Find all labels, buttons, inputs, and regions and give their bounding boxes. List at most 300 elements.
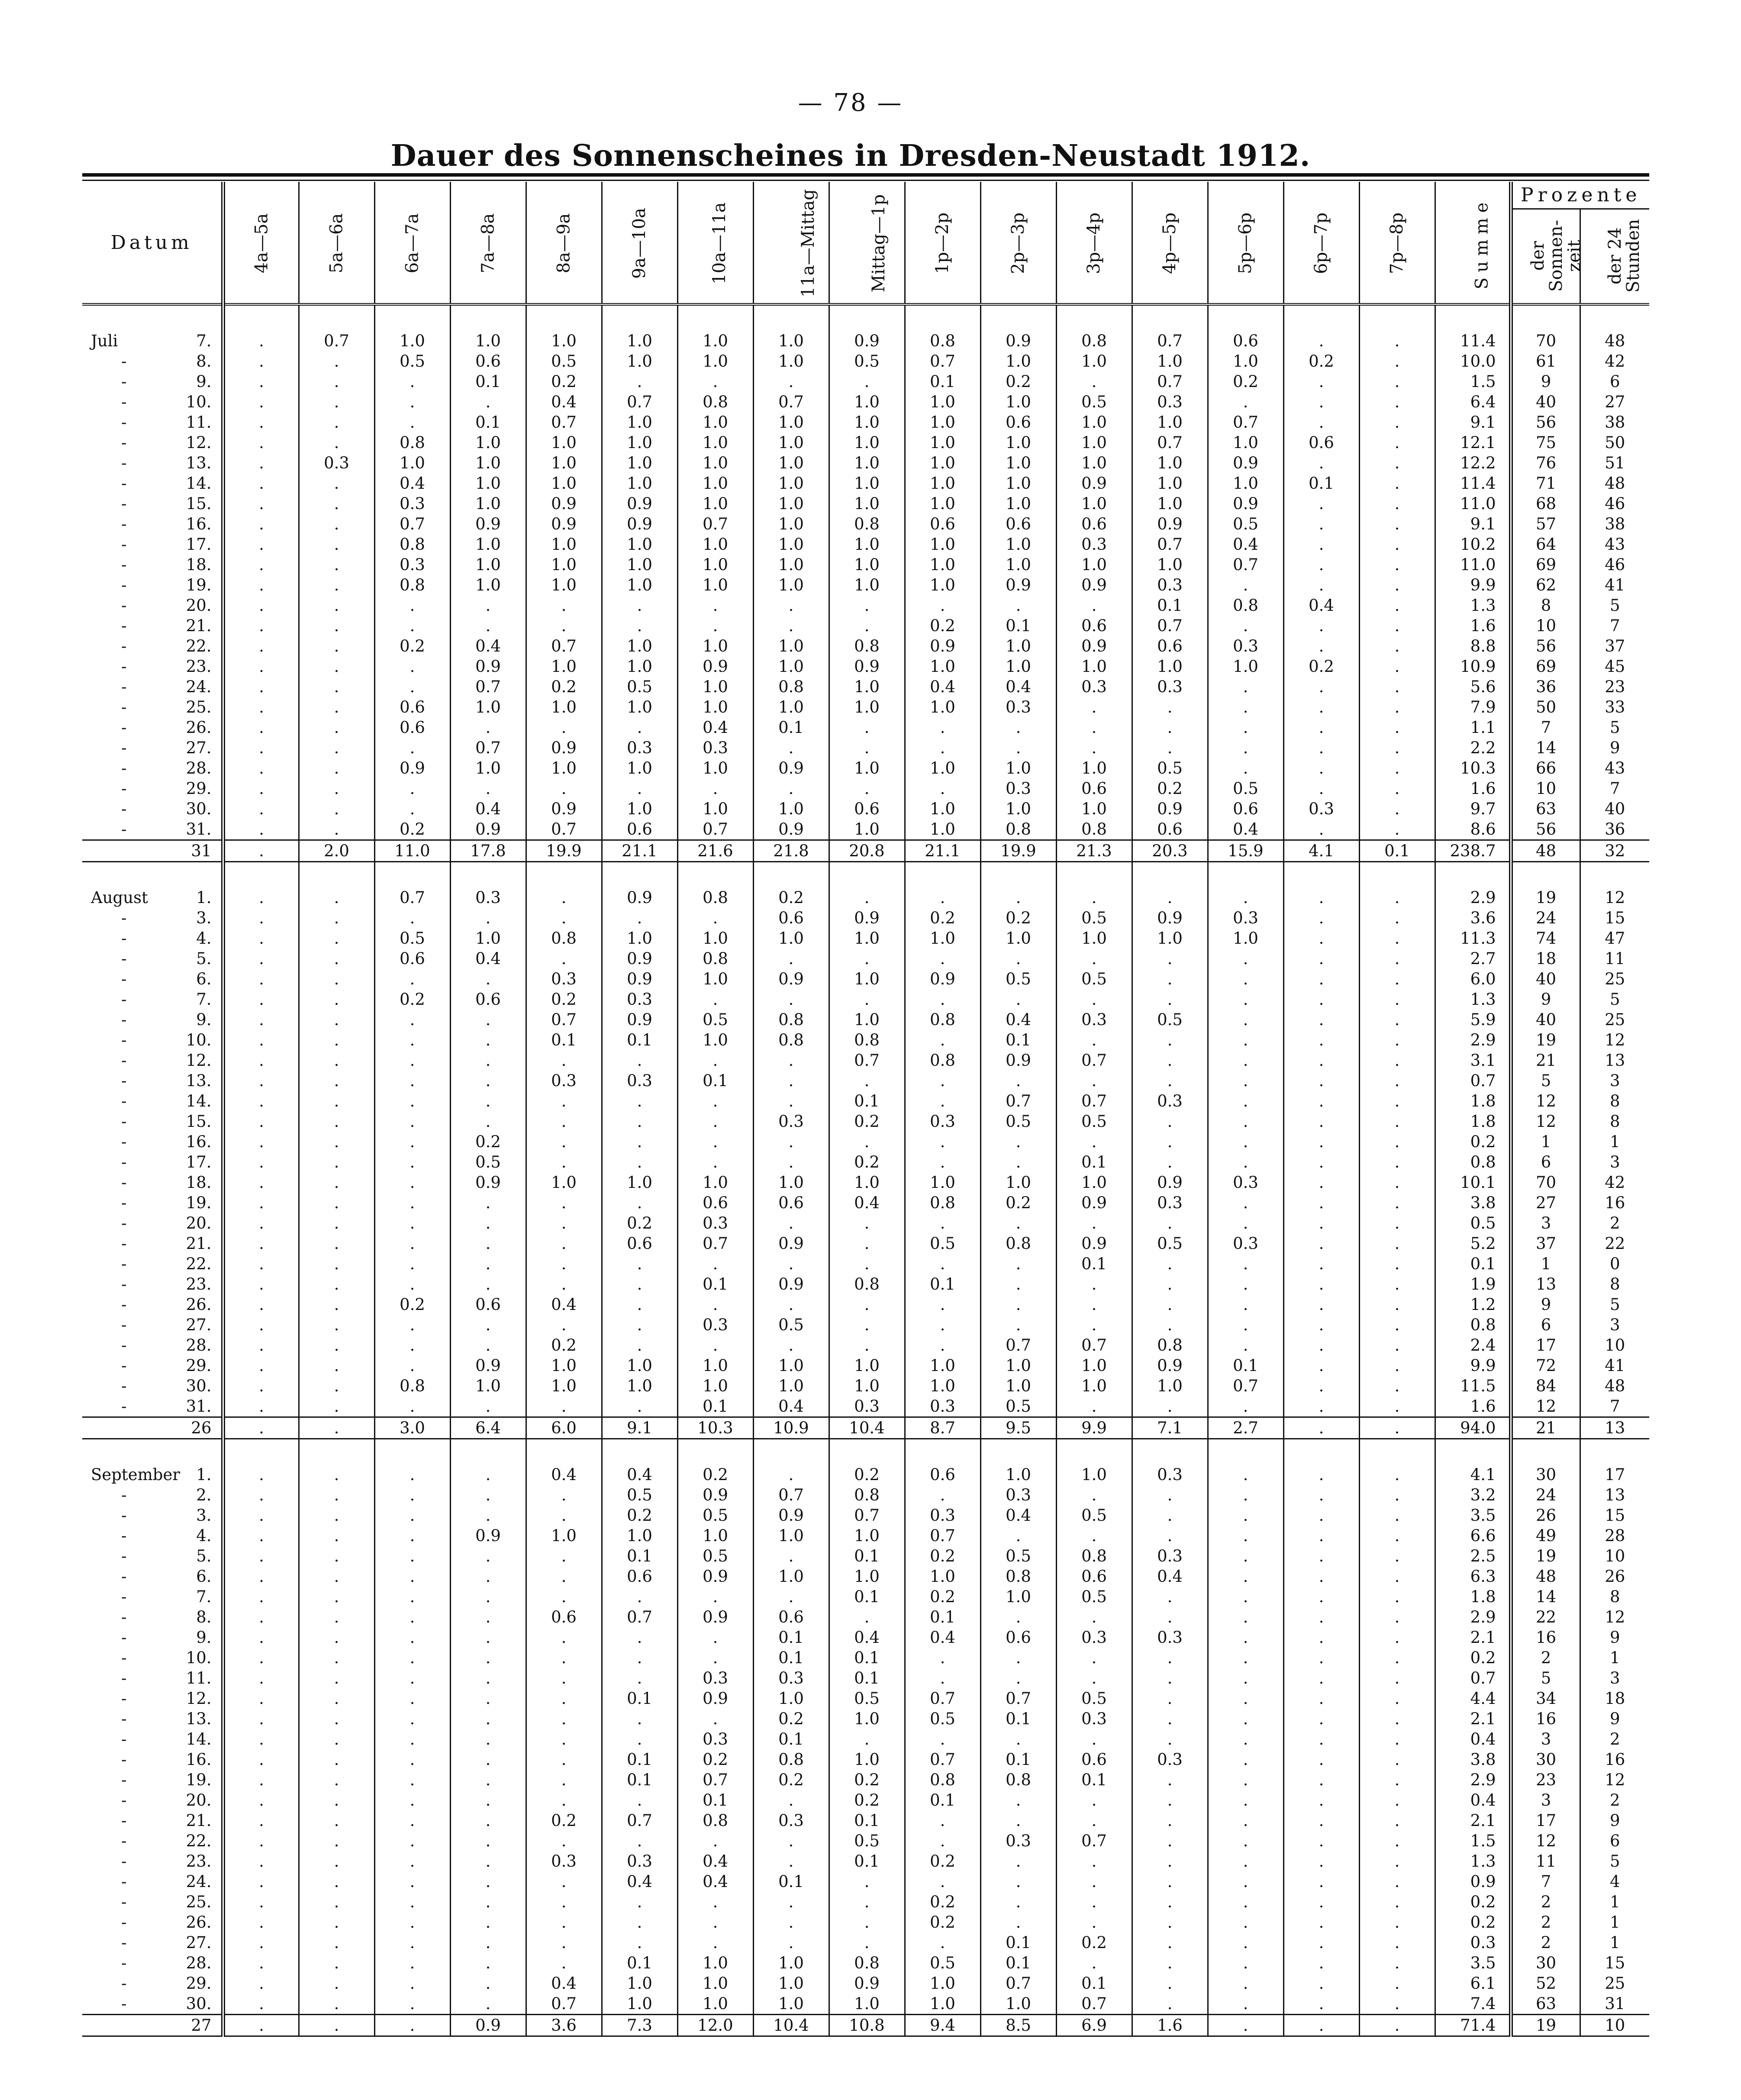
hour-cell: . bbox=[1283, 1172, 1359, 1193]
hour-cell: 0.6 bbox=[374, 948, 450, 969]
hour-cell: . bbox=[526, 1315, 602, 1335]
hour-cell: 0.9 bbox=[980, 575, 1056, 595]
hour-cell: . bbox=[223, 1892, 299, 1912]
hour-cell: . bbox=[905, 1294, 980, 1315]
pct-24-cell: 12 bbox=[1605, 1031, 1625, 1049]
hour-cell: 0.1 bbox=[602, 1749, 677, 1770]
summe-total-cell: 238.7 bbox=[1435, 840, 1511, 862]
day-label: 10. bbox=[186, 1648, 212, 1667]
hour-cell: . bbox=[1132, 738, 1208, 758]
pct-sun-cell: 12 bbox=[1511, 1091, 1580, 1111]
summe-cell: 6.3 bbox=[1435, 1566, 1511, 1587]
hour-cell: . bbox=[223, 392, 299, 412]
pct-sun-total-cell: 19 bbox=[1511, 2015, 1580, 2036]
hour-cell: . bbox=[450, 1648, 526, 1668]
hour-cell: . bbox=[223, 1111, 299, 1132]
hour-cell: 1.0 bbox=[450, 555, 526, 575]
hour-cell: 1.0 bbox=[602, 555, 677, 575]
hour-cell: . bbox=[1283, 1396, 1359, 1417]
hour-cell: 1.0 bbox=[677, 677, 753, 697]
hour-cell: . bbox=[223, 575, 299, 595]
ditto-mark: - bbox=[121, 1872, 127, 1891]
hour-cell: . bbox=[1283, 1091, 1359, 1111]
hour-cell: 0.9 bbox=[1132, 514, 1208, 534]
hour-cell: 0.3 bbox=[1056, 677, 1132, 697]
hour-cell: 0.3 bbox=[677, 738, 753, 758]
hour-cell: . bbox=[1132, 1790, 1208, 1810]
summe-cell: 1.6 bbox=[1435, 778, 1511, 799]
day-label: 15. bbox=[186, 1112, 212, 1131]
hour-cell: . bbox=[980, 1315, 1056, 1335]
hour-cell: 1.0 bbox=[829, 928, 905, 948]
hour-cell: . bbox=[980, 887, 1056, 908]
hour-cell: . bbox=[1359, 1994, 1435, 2015]
date-cell bbox=[82, 1526, 223, 1546]
hour-cell: . bbox=[1132, 1294, 1208, 1315]
pct-sun-cell: 70 bbox=[1511, 331, 1580, 351]
hour-cell: . bbox=[602, 1315, 677, 1335]
hour-cell: . bbox=[374, 1050, 450, 1071]
ditto-mark: - bbox=[121, 1710, 127, 1728]
hour-cell: 0.9 bbox=[1056, 1193, 1132, 1213]
hour-cell: 0.2 bbox=[905, 1912, 980, 1932]
pct-sun-cell: 34 bbox=[1511, 1688, 1580, 1709]
hour-cell: . bbox=[602, 1294, 677, 1315]
hour-cell: 1.0 bbox=[450, 697, 526, 717]
pct-24-cell: 41 bbox=[1605, 1356, 1625, 1375]
pct-24-cell: 7 bbox=[1609, 779, 1620, 798]
hour-cell: 1.0 bbox=[602, 331, 677, 351]
hour-cell: 0.1 bbox=[980, 1749, 1056, 1770]
hour-cell: . bbox=[753, 1152, 829, 1172]
pct-sun-cell: 56 bbox=[1511, 819, 1580, 840]
hour-cell: . bbox=[677, 1294, 753, 1315]
hour-cell: . bbox=[223, 1274, 299, 1294]
hour-cell: 0.3 bbox=[299, 453, 374, 473]
day-label: 18. bbox=[186, 1173, 212, 1192]
hour-cell: 1.0 bbox=[753, 656, 829, 677]
hour-cell: 0.3 bbox=[677, 1668, 753, 1688]
hour-cell: . bbox=[602, 1050, 677, 1071]
hour-cell: . bbox=[1359, 575, 1435, 595]
hour-cell: . bbox=[753, 1932, 829, 1953]
summe-total-cell: 94.0 bbox=[1435, 1417, 1511, 1439]
pct-sun-cell: 50 bbox=[1511, 697, 1580, 717]
date-cell bbox=[82, 1607, 223, 1627]
hour-cell: . bbox=[450, 1587, 526, 1607]
hour-cell: . bbox=[299, 778, 374, 799]
hour-cell: . bbox=[374, 1546, 450, 1566]
table-row bbox=[82, 799, 1649, 819]
pct-24-cell: 5 bbox=[1609, 990, 1620, 1009]
hour-cell: . bbox=[223, 351, 299, 371]
hour-cell: . bbox=[299, 1172, 374, 1193]
hour-cell: . bbox=[829, 1233, 905, 1254]
hour-cell: . bbox=[1283, 928, 1359, 948]
hour-cell: 1.0 bbox=[829, 473, 905, 494]
hour-total-cell: 10.9 bbox=[753, 1417, 829, 1439]
pct-24-cell: 1 bbox=[1609, 1913, 1620, 1932]
hour-cell: . bbox=[1283, 555, 1359, 575]
hour-cell: . bbox=[1283, 1274, 1359, 1294]
hour-cell: . bbox=[753, 1831, 829, 1851]
ditto-mark: - bbox=[121, 1486, 127, 1504]
hour-cell: . bbox=[299, 1111, 374, 1132]
hour-cell: . bbox=[374, 1485, 450, 1505]
hour-cell: 0.3 bbox=[829, 1396, 905, 1417]
hour-cell: 1.0 bbox=[829, 453, 905, 473]
pct-sun-cell: 70 bbox=[1511, 1172, 1580, 1193]
hour-cell: . bbox=[1056, 697, 1132, 717]
pct-24-cell: 27 bbox=[1605, 393, 1625, 411]
hour-cell: . bbox=[526, 1627, 602, 1648]
hour-total-cell: 17.8 bbox=[450, 840, 526, 862]
hour-cell: . bbox=[1283, 1050, 1359, 1071]
hour-cell: . bbox=[1208, 1465, 1283, 1485]
day-label: 21. bbox=[186, 1811, 212, 1830]
summe-cell: 1.3 bbox=[1435, 1851, 1511, 1871]
hour-cell: 0.4 bbox=[526, 1465, 602, 1485]
hour-cell: . bbox=[223, 555, 299, 575]
table-row bbox=[82, 1376, 1649, 1396]
hour-cell: 0.9 bbox=[602, 514, 677, 534]
table-row bbox=[82, 575, 1649, 595]
hour-cell: 1.0 bbox=[980, 1355, 1056, 1376]
hour-cell: 1.0 bbox=[602, 1355, 677, 1376]
hour-cell: . bbox=[1359, 351, 1435, 371]
table-row bbox=[82, 948, 1649, 969]
hour-cell: . bbox=[905, 717, 980, 738]
hour-cell: . bbox=[1283, 1851, 1359, 1871]
pct-sun-cell: 1 bbox=[1511, 1132, 1580, 1152]
hour-cell: . bbox=[299, 697, 374, 717]
hour-cell: . bbox=[450, 1790, 526, 1810]
hour-cell: . bbox=[905, 1810, 980, 1831]
hour-cell: . bbox=[1208, 1546, 1283, 1566]
table-row bbox=[82, 1932, 1649, 1953]
hour-cell: . bbox=[1283, 1566, 1359, 1587]
summe-cell: 2.1 bbox=[1435, 1810, 1511, 1831]
hour-cell: 0.6 bbox=[753, 1193, 829, 1213]
hour-cell: . bbox=[299, 799, 374, 819]
hour-cell: 0.8 bbox=[753, 1030, 829, 1050]
hour-cell: . bbox=[1359, 1790, 1435, 1810]
table-row bbox=[82, 1709, 1649, 1729]
hour-cell: 1.0 bbox=[753, 331, 829, 351]
hour-cell: . bbox=[299, 1912, 374, 1932]
hour-cell: . bbox=[526, 1587, 602, 1607]
table-row bbox=[82, 453, 1649, 473]
date-cell bbox=[82, 1294, 223, 1315]
hour-cell: 0.8 bbox=[526, 928, 602, 948]
date-cell bbox=[82, 453, 223, 473]
date-cell bbox=[82, 1132, 223, 1152]
hour-cell: . bbox=[299, 1030, 374, 1050]
hour-cell: . bbox=[753, 1294, 829, 1315]
hour-cell: . bbox=[1056, 1315, 1132, 1335]
ditto-mark: - bbox=[121, 1628, 127, 1647]
summe-cell: 3.8 bbox=[1435, 1193, 1511, 1213]
hour-cell: . bbox=[526, 1729, 602, 1749]
hour-cell: . bbox=[1283, 1648, 1359, 1668]
hour-cell: . bbox=[980, 1912, 1056, 1932]
hour-cell: . bbox=[374, 1892, 450, 1912]
hour-cell: 0.2 bbox=[905, 1892, 980, 1912]
hour-cell: . bbox=[450, 1688, 526, 1709]
summe-cell: 12.2 bbox=[1435, 453, 1511, 473]
summe-cell: 11.5 bbox=[1435, 1376, 1511, 1396]
day-label: 19. bbox=[186, 1194, 212, 1212]
ditto-mark: - bbox=[121, 454, 127, 472]
summe-cell: 0.5 bbox=[1435, 1213, 1511, 1233]
date-cell bbox=[82, 1892, 223, 1912]
pct-24-cell: 9 bbox=[1609, 739, 1620, 757]
hour-cell: 0.5 bbox=[1056, 908, 1132, 928]
summe-cell: 6.4 bbox=[1435, 392, 1511, 412]
hour-cell: . bbox=[602, 616, 677, 636]
hour-cell: . bbox=[450, 717, 526, 738]
hour-cell: 0.3 bbox=[753, 1668, 829, 1688]
hour-cell: 1.0 bbox=[677, 1172, 753, 1193]
ditto-mark: - bbox=[121, 1648, 127, 1667]
pct-24-cell: 9 bbox=[1609, 1628, 1620, 1647]
pct-24-total-cell: 32 bbox=[1580, 840, 1649, 862]
hour-cell: . bbox=[223, 453, 299, 473]
hour-cell: . bbox=[829, 948, 905, 969]
hour-cell: 0.3 bbox=[980, 697, 1056, 717]
hour-cell: . bbox=[1132, 1050, 1208, 1071]
date-cell bbox=[82, 1688, 223, 1709]
hour-cell: . bbox=[299, 1709, 374, 1729]
hour-cell: . bbox=[1283, 1810, 1359, 1831]
hour-cell: . bbox=[602, 1627, 677, 1648]
hour-total-cell: 21.3 bbox=[1056, 840, 1132, 862]
table-row bbox=[82, 616, 1649, 636]
hour-cell: . bbox=[1359, 1193, 1435, 1213]
hour-cell: 0.4 bbox=[753, 1396, 829, 1417]
hour-cell: . bbox=[450, 1871, 526, 1892]
day-label: 26. bbox=[186, 718, 212, 737]
day-label: 29. bbox=[186, 1974, 212, 1993]
hour-cell: . bbox=[1132, 1729, 1208, 1749]
hour-cell: 0.1 bbox=[602, 1770, 677, 1790]
hour-cell: 0.2 bbox=[526, 677, 602, 697]
day-count-cell: 26 bbox=[82, 1417, 223, 1439]
hour-cell: . bbox=[374, 1254, 450, 1274]
ditto-mark: - bbox=[121, 759, 127, 777]
day-label: 16. bbox=[186, 1750, 212, 1769]
table-row bbox=[82, 969, 1649, 989]
hour-cell: 1.0 bbox=[1056, 351, 1132, 371]
ditto-mark: - bbox=[121, 494, 127, 513]
hour-cell: 0.9 bbox=[450, 514, 526, 534]
hour-cell: . bbox=[1132, 1770, 1208, 1790]
hour-total-cell: 20.8 bbox=[829, 840, 905, 862]
total-row bbox=[82, 1417, 1649, 1439]
hour-cell: 0.1 bbox=[829, 1668, 905, 1688]
hour-cell: . bbox=[1359, 1315, 1435, 1335]
hour-cell: 1.0 bbox=[1208, 351, 1283, 371]
hour-cell: . bbox=[980, 1071, 1056, 1091]
hour-cell: . bbox=[299, 1505, 374, 1526]
hour-cell: . bbox=[1132, 1526, 1208, 1546]
hour-cell: 0.9 bbox=[1208, 494, 1283, 514]
hour-cell: . bbox=[1283, 819, 1359, 840]
hour-cell: . bbox=[526, 1152, 602, 1172]
hour-cell: . bbox=[1208, 1912, 1283, 1932]
hour-cell: 0.5 bbox=[1056, 969, 1132, 989]
hour-cell: . bbox=[753, 1790, 829, 1810]
date-cell bbox=[82, 534, 223, 555]
hour-cell: . bbox=[299, 1648, 374, 1668]
ditto-mark: - bbox=[121, 1526, 127, 1545]
day-label: 20. bbox=[186, 596, 212, 615]
hour-cell: 1.0 bbox=[526, 1355, 602, 1376]
hour-cell: . bbox=[1208, 1193, 1283, 1213]
summe-cell: 10.2 bbox=[1435, 534, 1511, 555]
hour-cell: . bbox=[1056, 1871, 1132, 1892]
hour-cell: . bbox=[223, 1607, 299, 1627]
hour-cell: . bbox=[374, 1505, 450, 1526]
hour-cell: 0.4 bbox=[526, 1294, 602, 1315]
hour-cell: 0.9 bbox=[526, 799, 602, 819]
hour-cell: . bbox=[1359, 636, 1435, 656]
hour-cell: . bbox=[374, 1132, 450, 1152]
hour-cell: 1.0 bbox=[980, 1465, 1056, 1485]
hour-cell: 0.2 bbox=[753, 887, 829, 908]
hour-cell: 0.3 bbox=[905, 1505, 980, 1526]
hour-cell: 0.1 bbox=[1056, 1152, 1132, 1172]
hour-cell: 0.3 bbox=[1056, 1010, 1132, 1030]
hour-cell: . bbox=[374, 392, 450, 412]
hour-cell: . bbox=[1132, 1912, 1208, 1932]
hour-cell: . bbox=[677, 1648, 753, 1668]
hour-cell: . bbox=[1359, 738, 1435, 758]
hour-header: 5a—6a bbox=[299, 182, 374, 304]
table-row bbox=[82, 1729, 1649, 1749]
hour-cell: 1.0 bbox=[450, 494, 526, 514]
hour-cell: . bbox=[677, 1091, 753, 1111]
hour-cell: . bbox=[299, 555, 374, 575]
ditto-mark: - bbox=[121, 1974, 127, 1993]
hour-cell: 0.8 bbox=[829, 1030, 905, 1050]
hour-cell: 0.9 bbox=[980, 1050, 1056, 1071]
hour-total-cell: 11.0 bbox=[374, 840, 450, 862]
date-cell bbox=[82, 758, 223, 778]
hour-cell: . bbox=[1359, 1932, 1435, 1953]
hour-cell: . bbox=[753, 1465, 829, 1485]
summe-cell: 8.8 bbox=[1435, 636, 1511, 656]
hour-cell: 0.1 bbox=[829, 1648, 905, 1668]
pct-24-cell: 7 bbox=[1609, 616, 1620, 635]
hour-cell: . bbox=[526, 1274, 602, 1294]
hour-cell: 0.9 bbox=[1132, 1355, 1208, 1376]
hour-cell: . bbox=[1132, 1254, 1208, 1274]
table-row bbox=[82, 1831, 1649, 1851]
hour-cell: 1.0 bbox=[1056, 1376, 1132, 1396]
hour-cell: 1.0 bbox=[829, 392, 905, 412]
hour-cell: . bbox=[223, 1465, 299, 1485]
hour-cell: . bbox=[450, 1973, 526, 1994]
hour-cell: . bbox=[299, 1871, 374, 1892]
hour-cell: 0.5 bbox=[677, 1505, 753, 1526]
spacer-row bbox=[82, 1439, 1649, 1465]
hour-cell: . bbox=[1132, 1152, 1208, 1172]
hour-cell: 0.8 bbox=[980, 819, 1056, 840]
hour-total-cell: 20.3 bbox=[1132, 840, 1208, 862]
table-row bbox=[82, 778, 1649, 799]
hour-cell: 0.5 bbox=[1056, 1505, 1132, 1526]
hour-cell: 0.9 bbox=[753, 819, 829, 840]
hour-cell: 0.8 bbox=[905, 1010, 980, 1030]
date-cell bbox=[82, 494, 223, 514]
ditto-mark: - bbox=[121, 1669, 127, 1687]
hour-cell: 0.7 bbox=[905, 1526, 980, 1546]
hour-cell: . bbox=[1208, 969, 1283, 989]
hour-cell: . bbox=[1132, 1932, 1208, 1953]
hour-cell: 0.2 bbox=[677, 1749, 753, 1770]
hour-cell: 0.5 bbox=[980, 1111, 1056, 1132]
hour-cell: 1.0 bbox=[677, 928, 753, 948]
hour-cell: . bbox=[1359, 392, 1435, 412]
hour-cell: . bbox=[374, 778, 450, 799]
summe-cell: 2.1 bbox=[1435, 1627, 1511, 1648]
hour-cell: 0.8 bbox=[829, 1953, 905, 1973]
hour-cell: . bbox=[980, 738, 1056, 758]
hour-cell: . bbox=[223, 1790, 299, 1810]
hour-total-cell: 6.0 bbox=[526, 1417, 602, 1439]
table-row bbox=[82, 738, 1649, 758]
hour-cell: . bbox=[450, 1831, 526, 1851]
hour-cell: 0.1 bbox=[905, 1274, 980, 1294]
summe-cell: 1.6 bbox=[1435, 616, 1511, 636]
hour-cell: . bbox=[1359, 1030, 1435, 1050]
table-row bbox=[82, 1587, 1649, 1607]
hour-cell: 0.9 bbox=[753, 1505, 829, 1526]
hour-cell: 0.4 bbox=[374, 473, 450, 494]
table-row bbox=[82, 1485, 1649, 1505]
day-label: 25. bbox=[186, 1893, 212, 1911]
hour-cell: . bbox=[223, 1668, 299, 1688]
ditto-mark: - bbox=[121, 1771, 127, 1789]
hour-cell: . bbox=[1208, 697, 1283, 717]
pct-sun-cell: 12 bbox=[1511, 1831, 1580, 1851]
hour-header: 7a—8a bbox=[450, 182, 526, 304]
hour-cell: . bbox=[753, 1546, 829, 1566]
hour-cell: . bbox=[677, 1709, 753, 1729]
day-label: 19. bbox=[186, 1771, 212, 1789]
hour-cell: . bbox=[299, 656, 374, 677]
hour-cell: 0.1 bbox=[980, 1953, 1056, 1973]
ditto-mark: - bbox=[121, 990, 127, 1009]
hour-cell: . bbox=[299, 1994, 374, 2015]
pct-sun-total-cell: 48 bbox=[1511, 840, 1580, 862]
hour-cell: 0.3 bbox=[1132, 1749, 1208, 1770]
hour-cell: . bbox=[1056, 1729, 1132, 1749]
summe-cell: 2.9 bbox=[1435, 887, 1511, 908]
hour-cell: . bbox=[1359, 969, 1435, 989]
hour-cell: . bbox=[1208, 1790, 1283, 1810]
hour-cell: . bbox=[980, 717, 1056, 738]
hour-cell: 0.5 bbox=[980, 1396, 1056, 1417]
hour-cell: . bbox=[1283, 1111, 1359, 1132]
hour-cell: 0.5 bbox=[374, 928, 450, 948]
hour-cell: 0.7 bbox=[374, 514, 450, 534]
hour-cell: . bbox=[1283, 331, 1359, 351]
hour-header: 7p—8p bbox=[1359, 182, 1435, 304]
hour-cell: . bbox=[223, 1953, 299, 1973]
hour-cell: . bbox=[1208, 1892, 1283, 1912]
